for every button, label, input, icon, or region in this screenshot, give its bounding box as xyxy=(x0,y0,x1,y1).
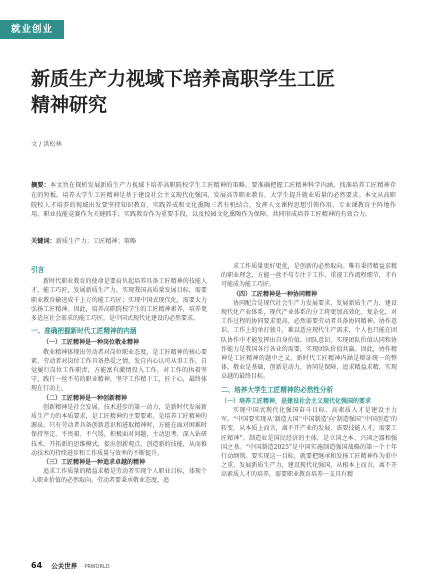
paragraph-1-2: 创新精神是社会发展、技术进步的第一动力，是新时代发展新质生产力的本质要求，是工匠精神的主要要素，是培养工匠精神的源泉。只有劳动者具备创新意识和进取精神时，方能在面对困难时保持坚定、不畏艰、不气馁，积极面对问题，主动思考，深入钻研技术，开拓新的思维模式，提出创新观点，创造新的技能，从而推动技术的持续进步和工作质量与效率的不断提升。 xyxy=(31,403,207,457)
subheading-1-3: （三）工匠精神是一种追求卓越的精神 xyxy=(43,459,146,467)
subheading-2-1: （一）培养工匠精神，是建设社会主义现代化强国的要求 xyxy=(221,397,372,405)
article-title xyxy=(31,66,401,118)
intro-heading: 引言 xyxy=(31,266,45,274)
abstract-label: 摘要： xyxy=(31,182,50,189)
subheading-1-2: （二）工匠精神是一种创新精神 xyxy=(43,394,128,402)
magazine-name-en: PRWORLD xyxy=(84,564,110,570)
author-byline: 文 / 洪松林 xyxy=(31,141,62,148)
abstract-text: 本文旨在探析发展新质生产力视域下培养高职院校学生工匠精神的策略。要准确把握工匠精神科学内涵，找准培养工匠精神存在的短板。培养大学生工匠精神是基于建设社会主义现代化强国、发展高等职业教育、大学生提升就业质量的必然要求。本文从高职院校人才培养的视域出发要坚持知识教育、实践养成和文化熏陶三者有机结合，发挥人文课程思想引领作用，专业课教育主阵地作用，职业技能竞赛作为关键抓手，实践教育作为重要手段，以及校园文化熏陶作为保障，共同形成培养工匠精神的有效合力。 xyxy=(31,182,397,219)
keywords-label: 关键词： xyxy=(31,238,56,245)
page-number: 64 xyxy=(31,561,43,570)
section-tag: 就业创业 xyxy=(0,20,64,39)
subheading-1-4: （四）工匠精神是一种协同精神 xyxy=(233,290,318,298)
paragraph-2-1: 实现中国式现代化强国奋斗目标，高素质人才是建设主力军。“中国要实现从‘制造大国’‘中国制造’向‘制造强国’‘中国创造’的转变，从本质上而言，离不开产业的发展，需要技能人才，需要工匠精神”。制造业是国民经济的主体，是立国之本、兴国之器和强国之基。“中国制造2025”是中国实施制造强国战略的第一个十年行动纲领。要实现这一目标，就要把继承和发扬工匠精神作为重中之重，发展新质生产力，建设现代化强国，从根本上而言，离不开高素质人才的培养，需要职业教育培养一支具有精 xyxy=(221,407,397,479)
keywords-text: 新质生产力；工匠精神；策略 xyxy=(55,238,137,245)
magazine-name: 公关世界 xyxy=(51,562,78,570)
title-line-1: 新质生产力视域下培养高职学生工匠 xyxy=(31,68,336,90)
subheading-1-1: （一）工匠精神是一种岗位敬业精神 xyxy=(43,339,140,347)
body-column-right xyxy=(221,262,397,480)
page-footer xyxy=(31,553,110,572)
title-line-2: 精神研究 xyxy=(31,94,108,116)
keywords xyxy=(31,237,396,246)
body-column-left xyxy=(31,262,207,486)
paragraph-1-3: 追求工作质量的精益求精是劳动者实现个人职业目标，体现个人职业价值的必然取向。劳动者要秉承敬业态度，追 xyxy=(31,468,207,485)
section-2-heading: 二、培养大学生工匠精神的必然性分析 xyxy=(221,385,334,394)
paragraph-1-1: 敬业精神体现出劳动者对岗位职业态度，是工匠精神的核心要素。劳动者对岗位工作具备热爱之情，发自内心认可从事工作，自觉履行岗位工作职责，方能富有激情投入工作，对工作的执着坚守，践行一丝不苟的职业精神，坚守工作精于工，匠于心，最终体现在行动上。 xyxy=(31,348,207,393)
paragraph-1-3-cont: 求工作质量更好更优，是创新的必然取向。唯有秉持精益求精的职业理念，方能一丝不苟专注于工作，重视工作流程细节，才有可能成为能工巧匠。 xyxy=(221,263,397,289)
intro-paragraph: 新时代职业教育的使命是要肩负起培养具备工匠精神的技能人才，能工巧匠，发展新质生产力，实现我国高质量发展目标，需要职业教育输送成千上万的能工巧匠；实现中国式现代化，需要大力弘扬工匠精神。因此，培养高职院校学生的工匠精神素养，培养更多适应社会需求的能工巧匠，是中国式现代化建设的必然要求。 xyxy=(31,278,207,323)
abstract xyxy=(31,181,396,220)
paragraph-1-4: 协同配合是现代社会生产力发展要求，发展新质生产力，建设现代化产业体系，现代产业体系的分工将更加高效化、复杂化，对工作过程的协同要求更高，必然需要劳动者具备协同精神。协作意识，工作上的单打独斗，难以适应现代生产需求，个人也只能在团队协作中才能发挥出自身价值。团队意识、实现团队价值认同和协作能力是我国各行各业的需要，实现团队价值共赢。因此，协作精神是工匠精神的题中之义。新时代工匠精神内涵是辩证统一的整体，敬业是基础，创新是动力，协同是保障，追求精益求精，实现卓越的最终目标。 xyxy=(221,299,397,381)
section-1-heading: 一、准确把握新时代工匠精神的内涵 xyxy=(31,327,137,336)
